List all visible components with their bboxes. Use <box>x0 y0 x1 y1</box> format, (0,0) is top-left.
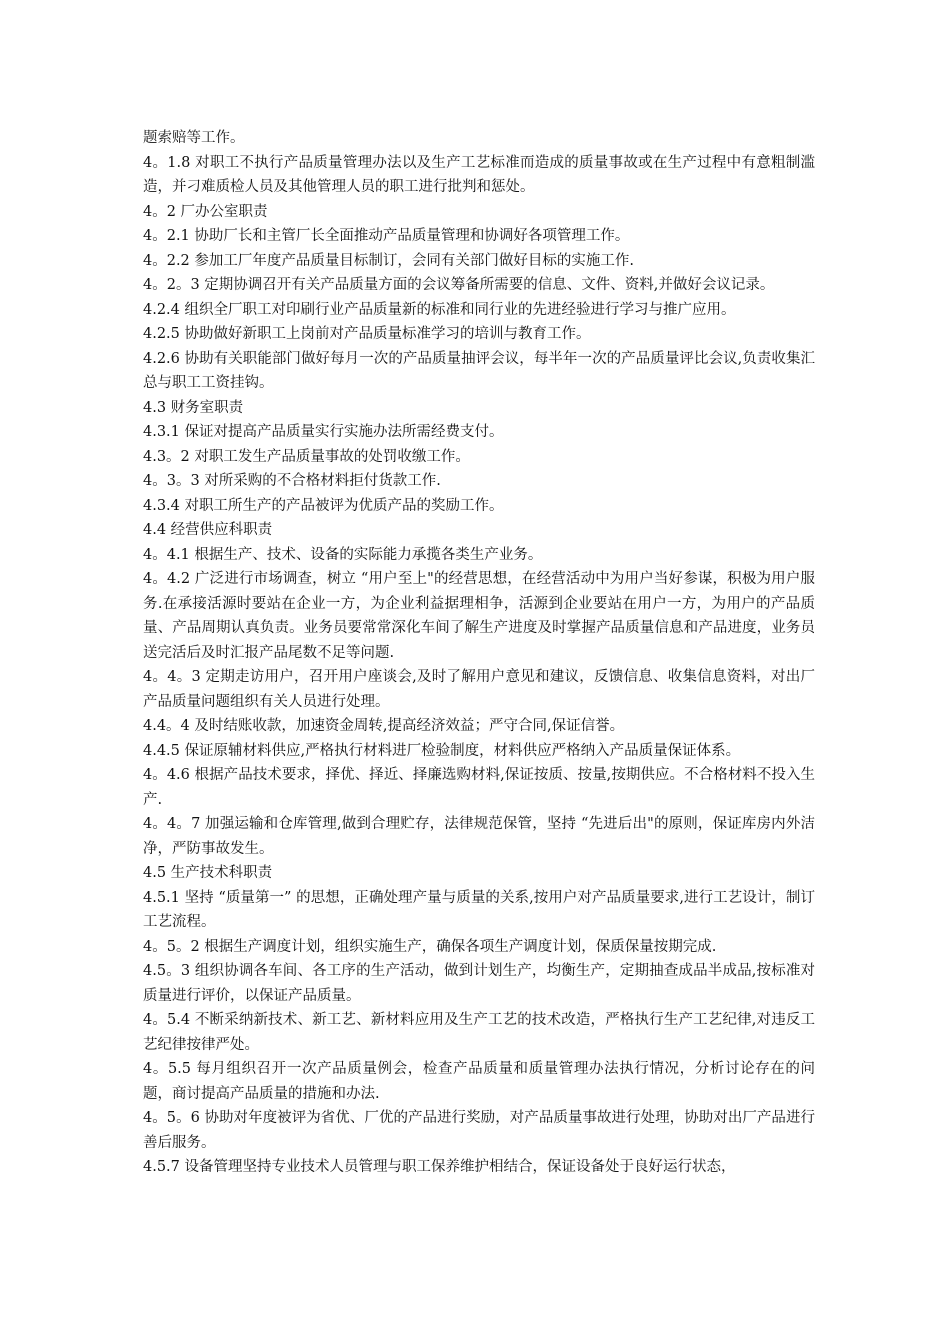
paragraph: 4。4。7 加强运输和仓库管理,做到合理贮存，法律规范保管，坚持 “先进后出"的原则，保证库房内外洁净，严防事故发生。 <box>143 816 815 857</box>
paragraph: 4。4.1 根据生产、技术、设备的实际能力承揽各类生产业务。 <box>143 546 543 563</box>
paragraph: 4.3.4 对职工所生产的产品被评为优质产品的奖励工作。 <box>143 497 504 514</box>
paragraph: 4。5。6 协助对年度被评为省优、厂优的产品进行奖励，对产品质量事故进行处理，协助对出厂产品进行善后服务。 <box>143 1110 815 1151</box>
paragraph: 4.2.5 协助做好新职工上岗前对产品质量标准学习的培训与教育工作。 <box>143 326 591 342</box>
paragraph: 4.4。4 及时结账收款，加速资金周转,提高经济效益；严守合同,保证信誉。 <box>143 718 625 734</box>
paragraph: 4。1.8 对职工不执行产品质量管理办法以及生产工艺标准而造成的质量事故或在生产过程中有意粗制滥造，并刁难质检人员及其他管理人员的职工进行批判和惩处。 <box>143 154 815 195</box>
section-heading: 4。2 厂办公室职责 <box>143 203 268 220</box>
paragraph: 4。5。2 根据生产调度计划，组织实施生产，确保各项生产调度计划，保质保量按期完成. <box>143 938 717 955</box>
section-heading: 4.4 经营供应科职责 <box>143 522 273 538</box>
paragraph: 4.5.7 设备管理坚持专业技术人员管理与职工保养维护相结合，保证设备处于良好运行状态， <box>143 1159 736 1175</box>
paragraph: 4.3。2 对职工发生产品质量事故的处罚收缴工作。 <box>143 448 470 465</box>
paragraph: 4。2.2 参加工厂年度产品质量目标制订，会同有关部门做好目标的实施工作. <box>143 252 635 269</box>
paragraph: 4。5.4 不断采纳新技术、新工艺、新材料应用及生产工艺的技术改造，严格执行生产工艺纪律,对违反工艺纪律按律严处。 <box>143 1012 815 1053</box>
paragraph: 4。2。3 定期协调召开有关产品质量方面的会议筹备所需要的信息、文件、资料,并做好会议记录。 <box>143 277 775 293</box>
paragraph: 4.2.6 协助有关职能部门做好每月一次的产品质量抽评会议，每半年一次的产品质量评比会议,负责收集汇总与职工工资挂钩。 <box>143 350 815 391</box>
paragraph: 4。4.2 广泛进行市场调查，树立 “用户至上"的经营思想，在经营活动中为用户当好参谋，积极为用户服务.在承接活源时要站在企业一方，为企业利益据理相争，活源到企业要站在用户一方，为用户的产品质量、产品周期认真负责。业务员要常常深化车间了解生产进度及时掌握产品质量信息和产品进度，业务员送完活后及时汇报产品尾数不足等问题. <box>143 571 815 661</box>
paragraph: 4.3.1 保证对提高产品质量实行实施办法所需经费支付。 <box>143 424 504 440</box>
section-heading: 4.5 生产技术科职责 <box>143 865 273 881</box>
section-heading: 4.3 财务室职责 <box>143 399 244 416</box>
paragraph: 4。5.5 每月组织召开一次产品质量例会，检查产品质量和质量管理办法执行情况，分析讨论存在的问题，商讨提高产品质量的措施和办法. <box>143 1061 815 1102</box>
paragraph: 4。4。3 定期走访用户，召开用户座谈会,及时了解用户意见和建议，反馈信息、收集信息资料，对出厂产品质量问题组织有关人员进行处理。 <box>143 669 815 710</box>
paragraph: 4。4.6 根据产品技术要求，择优、择近、择廉选购材料,保证按质、按量,按期供应。不合格材料不投入生产. <box>143 767 815 808</box>
paragraph: 4.5.1 坚持 “质量第一” 的思想，正确处理产量与质量的关系,按用户对产品质量要求,进行工艺设计，制订工艺流程。 <box>143 889 815 930</box>
document-body <box>143 126 815 1180</box>
paragraph: 4。2.1 协助厂长和主管厂长全面推动产品质量管理和协调好各项管理工作。 <box>143 228 630 244</box>
paragraph: 4.2.4 组织全厂职工对印刷行业产品质量新的标准和同行业的先进经验进行学习与推广应用。 <box>143 301 736 318</box>
paragraph: 4.5。3 组织协调各车间、各工序的生产活动，做到计划生产，均衡生产，定期抽查成品半成品,按标准对质量进行评价，以保证产品质量。 <box>143 963 815 1004</box>
paragraph: 题索赔等工作。 <box>143 130 245 146</box>
paragraph: 4。3。3 对所采购的不合格材料拒付货款工作. <box>143 473 441 489</box>
paragraph: 4.4.5 保证原辅材料供应,严格执行材料进厂检验制度，材料供应严格纳入产品质量保证体系。 <box>143 742 741 759</box>
